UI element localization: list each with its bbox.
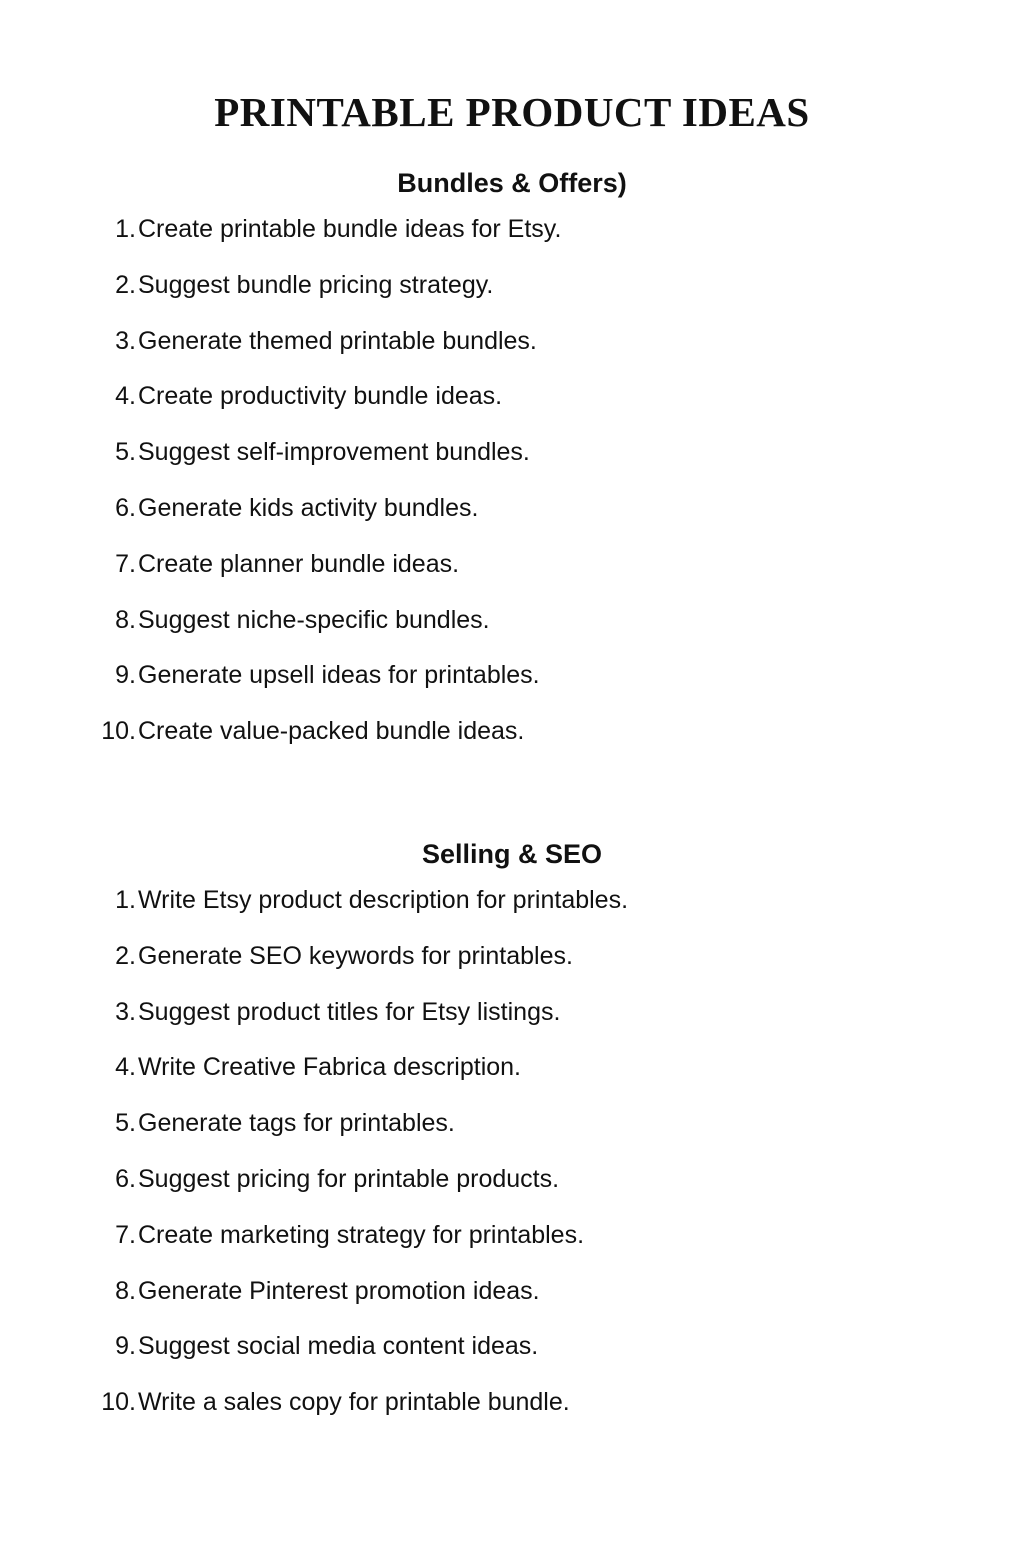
item-text: Write a sales copy for printable bundle. <box>138 1388 570 1417</box>
item-number: 3. <box>115 326 136 355</box>
item-text: Suggest bundle pricing strategy. <box>138 270 494 299</box>
item-list <box>0 211 1024 769</box>
item-text: Suggest social media content ideas. <box>138 1332 539 1361</box>
item-list <box>0 882 1024 1440</box>
item-number: 1. <box>115 215 136 243</box>
item-number: 2. <box>115 270 136 299</box>
item-number: 10. <box>101 1388 136 1417</box>
item-number: 4. <box>115 1053 136 1082</box>
list-item <box>0 602 1024 658</box>
section-heading: Bundles & Offers) <box>397 168 627 198</box>
item-text: Write Etsy product description for printables. <box>138 886 629 914</box>
list-item <box>0 490 1024 546</box>
list-item <box>0 1384 1024 1440</box>
list-item <box>0 994 1024 1050</box>
list-item <box>0 713 1024 769</box>
item-text: Create marketing strategy for printables. <box>138 1220 585 1249</box>
item-text: Suggest self-improvement bundles. <box>138 438 530 467</box>
item-text: Generate upsell ideas for printables. <box>138 661 540 690</box>
item-text: Create planner bundle ideas. <box>138 549 460 578</box>
section-heading: Selling & SEO <box>421 839 603 869</box>
item-text: Create productivity bundle ideas. <box>138 382 503 411</box>
list-item <box>0 938 1024 994</box>
item-number: 10. <box>101 717 136 746</box>
item-number: 4. <box>115 382 136 411</box>
list-item <box>0 434 1024 490</box>
item-text: Generate Pinterest promotion ideas. <box>138 1276 540 1305</box>
item-text: Generate tags for printables. <box>138 1109 455 1138</box>
list-item <box>0 1328 1024 1384</box>
item-number: 8. <box>115 1276 136 1305</box>
page-title: PRINTABLE PRODUCT IDEAS <box>214 89 810 135</box>
list-item <box>0 378 1024 434</box>
list-item <box>0 323 1024 379</box>
item-number: 5. <box>115 438 136 467</box>
list-item <box>0 1105 1024 1161</box>
item-number: 5. <box>115 1109 136 1138</box>
item-number: 6. <box>115 1164 136 1193</box>
list-item <box>0 1161 1024 1217</box>
item-text: Generate kids activity bundles. <box>138 493 479 522</box>
item-text: Generate SEO keywords for printables. <box>138 941 573 970</box>
item-number: 9. <box>115 1332 136 1361</box>
item-text: Suggest product titles for Etsy listings. <box>138 997 561 1026</box>
item-number: 7. <box>115 549 136 578</box>
section-selling-seo <box>0 836 1024 1417</box>
item-text: Suggest pricing for printable products. <box>138 1164 560 1193</box>
item-number: 2. <box>115 941 136 970</box>
item-number: 3. <box>115 997 136 1026</box>
list-item <box>0 1049 1024 1105</box>
item-number: 8. <box>115 605 136 634</box>
item-text: Suggest niche-specific bundles. <box>138 605 490 634</box>
item-text: Create value-packed bundle ideas. <box>138 717 525 746</box>
item-number: 1. <box>115 886 136 914</box>
section-bundles-offers <box>0 165 1024 746</box>
list-item <box>0 657 1024 713</box>
list-item <box>0 1217 1024 1273</box>
list-item <box>0 1273 1024 1329</box>
item-text: Create printable bundle ideas for Etsy. <box>138 215 562 243</box>
item-number: 9. <box>115 661 136 690</box>
list-item <box>0 882 1024 938</box>
item-text: Write Creative Fabrica description. <box>138 1053 522 1082</box>
list-item <box>0 267 1024 323</box>
item-text: Generate themed printable bundles. <box>138 326 537 355</box>
item-number: 6. <box>115 493 136 522</box>
item-number: 7. <box>115 1220 136 1249</box>
list-item <box>0 211 1024 267</box>
list-item <box>0 546 1024 602</box>
